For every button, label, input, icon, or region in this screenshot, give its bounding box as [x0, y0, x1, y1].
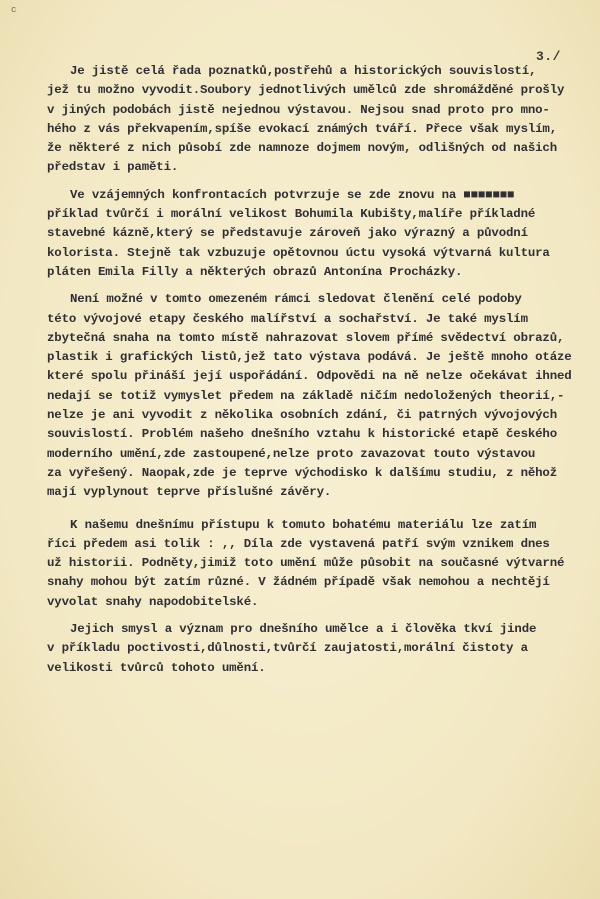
- text-line: mají vyplynout teprve příslušné závěry.: [47, 485, 332, 500]
- text-line: zbytečná snaha na tomto místě nahrazovat slovem přímé svědectví obrazů,: [47, 330, 565, 345]
- text-line: Jejich smysl a význam pro dnešního umělce a i člověka tkví jinde: [70, 622, 537, 637]
- paragraph-2: [0, 186, 600, 282]
- text-line: Není možné v tomto omezeném rámci sledovat členění celé podoby: [70, 292, 522, 307]
- text-line: představ i paměti.: [47, 160, 179, 175]
- text-line: které spolu přináší její uspořádání. Odpovědi na ně nelze očekávat ihned: [47, 369, 572, 384]
- paragraph-1: [0, 62, 600, 178]
- text-line: v příkladu poctivosti,důlnosti,tvůrčí zaujatosti,morální čistoty a: [47, 641, 528, 656]
- text-line: plastik i grafických listů,jež tato výstava podává. Je ještě mnoho otáze: [47, 350, 572, 365]
- text-line: pláten Emila Filly a některých obrazů Antonína Procházky.: [47, 264, 463, 279]
- text-line: souvislostí. Problém našeho dnešního vztahu k historické etapě českého: [47, 427, 557, 442]
- text-line: moderního umění,zde zastoupené,nelze proto zavazovat touto výstavou: [47, 446, 536, 461]
- paragraph-4: [0, 516, 600, 612]
- page-number: 3./: [536, 49, 561, 64]
- text-line: říci předem asi tolik : ,, Díla zde vystavená patří svým vznikem dnes: [47, 536, 550, 551]
- text-line: velikosti tvůrců tohoto umění.: [47, 660, 266, 675]
- text-line: v jiných podobách jistě nejednou výstavou. Nejsou snad proto pro mno-: [47, 102, 550, 117]
- body-text: [0, 62, 600, 678]
- text-line: už historii. Podněty,jimiž toto umění může působit na současné výtvarné: [47, 556, 565, 571]
- text-line: této vývojové etapy českého malířství a sochařství. Je také myslím: [47, 311, 528, 326]
- paragraph-3: [0, 290, 600, 502]
- text-line: K našemu dnešnímu přístupu k tomuto bohatému materiálu lze zatím: [70, 517, 537, 532]
- text-line: kolorista. Stejně tak vzbuzuje opětovnou úctu vysoká výtvarná kultura: [47, 245, 550, 260]
- text-line: vyvolat snahy napodobitelské.: [47, 594, 259, 609]
- paragraph-5: [0, 620, 600, 678]
- corner-mark: c: [11, 5, 17, 15]
- text-line: hého z vás překvapením,spíše evokací známých tváří. Přece však myslím,: [47, 121, 557, 136]
- text-line: za vyřešený. Naopak,zde je teprve východisko k dalšímu studiu, z něhož: [47, 465, 557, 480]
- text-line: nedají se totiž vymyslet předem na základě ničím nedoložených theorií,-: [47, 388, 565, 403]
- text-line: příklad tvůrčí i morální velikost Bohumila Kubišty,malíře příkladné: [47, 207, 536, 222]
- text-line: stavebné kázně,který se představuje zároveň jako výrazný a původní: [47, 226, 528, 241]
- text-line: snahy mohou být zatím různé. V žádném případě však nemohou a nechtějí: [47, 575, 550, 590]
- text-line: nelze je ani vyvodit z několika osobních zdání, či patrných vývojových: [47, 408, 557, 423]
- text-line: Je jistě celá řada poznatků,postřehů a historických souvislostí,: [70, 64, 537, 78]
- text-line: že některé z nich působí zde namnoze dojmem novým, odlišných od našich: [47, 141, 557, 156]
- text-line: Ve vzájemných konfrontacích potvrzuje se zde znovu na ■■■■■■■: [70, 187, 515, 202]
- text-line: jež tu možno vyvodit.Soubory jednotlivých umělců zde shromážděné prošly: [47, 83, 565, 98]
